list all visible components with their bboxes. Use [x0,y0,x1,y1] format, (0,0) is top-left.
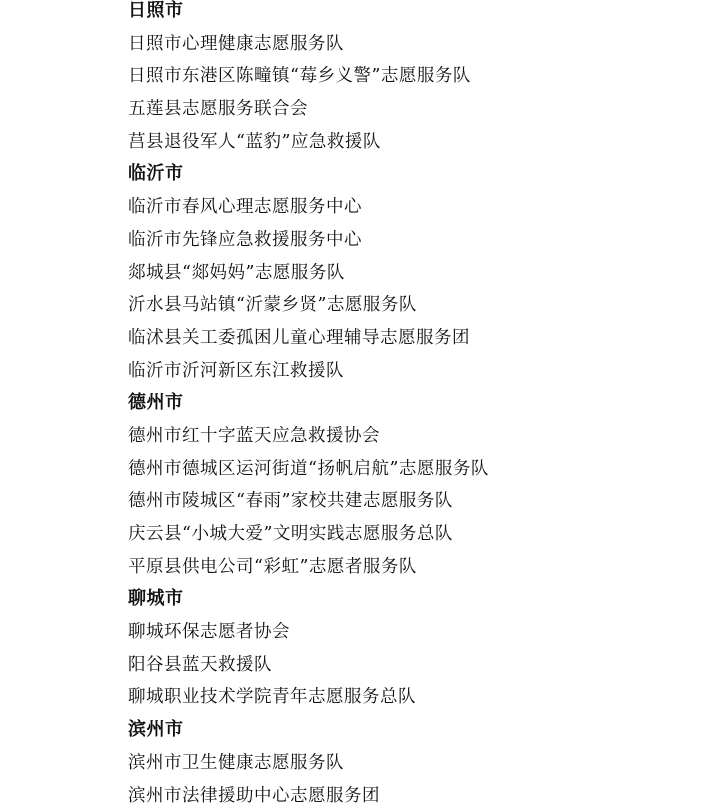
list-item: 莒县退役军人“蓝豹”应急救援队 [128,131,381,152]
list-item: 阳谷县蓝天救援队 [128,654,272,675]
list-item: 德州市红十字蓝天应急救援协会 [128,425,380,446]
list-item: 德州市德城区运河街道“扬帆启航”志愿服务队 [128,458,489,479]
section-title-binzhou: 滨州市 [128,719,184,741]
list-item: 滨州市卫生健康志愿服务队 [128,752,344,773]
list-item: 庆云县“小城大爱”文明实践志愿服务总队 [128,524,453,544]
section-title-liaocheng: 聊城市 [128,588,184,610]
list-item: 郯城县“郯妈妈”志愿服务队 [128,262,345,283]
section-binzhou [128,714,708,812]
list-item: 沂水县马站镇“沂蒙乡贤”志愿服务队 [128,295,417,316]
list-item: 临沭县关工委孤困儿童心理辅导志愿服务团 [128,327,470,348]
section-title-linyi: 临沂市 [128,163,184,185]
list-item: 临沂市先锋应急救援服务中心 [128,229,362,250]
section-dezhou [128,387,708,583]
section-liaocheng [128,583,708,714]
volunteer-team-list [128,0,708,812]
list-item: 日照市东港区陈疃镇“莓乡义警”志愿服务队 [128,66,471,87]
list-item: 平原县供电公司“彩虹”志愿者服务队 [128,556,417,577]
list-item: 德州市陵城区“春雨”家校共建志愿服务队 [128,491,453,512]
list-item: 滨州市法律援助中心志愿服务团 [128,785,380,806]
section-rizhao [128,0,708,158]
list-item: 临沂市沂河新区东江救援队 [128,360,344,381]
list-item: 临沂市春风心理志愿服务中心 [128,197,362,218]
list-item: 五莲县志愿服务联合会 [128,99,308,120]
section-title-rizhao: 日照市 [128,0,184,21]
list-item: 聊城环保志愿者协会 [128,622,290,643]
list-item: 日照市心理健康志愿服务队 [128,33,344,54]
list-item: 聊城职业技术学院青年志愿服务总队 [128,687,416,708]
section-linyi [128,158,708,387]
section-title-dezhou: 德州市 [128,392,184,414]
